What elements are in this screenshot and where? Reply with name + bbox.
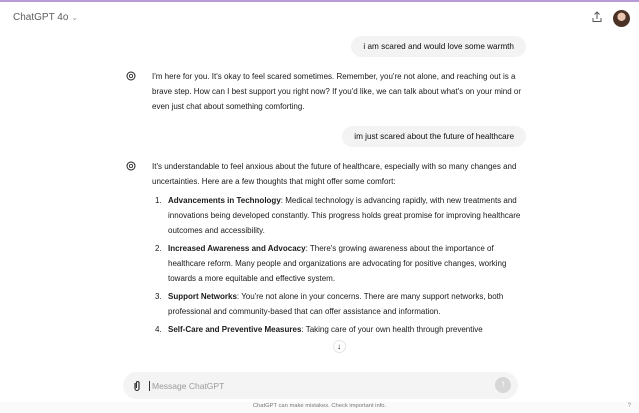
chevron-down-icon: ⌄ — [71, 13, 79, 22]
assistant-message — [152, 159, 526, 337]
assistant-message: I'm here for you. It's okay to feel scared sometimes. Remember, you're not alone, and reaching out is a brave step. How can I best support you right now? If you'd like, we can talk about what's on your mind or even just chat about something comforting. — [152, 72, 522, 111]
message-composer[interactable] — [123, 372, 518, 399]
suggestion-list — [152, 193, 526, 337]
top-bar — [0, 4, 639, 32]
user-message: i am scared and would love some warmth — [351, 36, 526, 57]
chatgpt-logo-icon — [126, 71, 136, 81]
send-button[interactable]: ↑ — [495, 377, 511, 393]
user-message: im just scared about the future of healthcare — [342, 126, 526, 147]
model-selector[interactable]: ChatGPT 4o ⌄ — [13, 12, 79, 23]
list-item: 3. Support Networks: You're not alone in your concerns. There are many support networks, both professional and community-based that can offer assistance and information. — [155, 292, 504, 316]
disclaimer: ChatGPT can make mistakes. Check important info. — [0, 402, 639, 413]
chatgpt-logo-icon — [126, 161, 136, 171]
share-icon[interactable] — [591, 11, 603, 23]
conversation — [122, 36, 526, 353]
paperclip-icon[interactable] — [132, 380, 142, 392]
message-intro: It's understandable to feel anxious about the future of healthcare, especially with so many changes and uncertainties. Here are a few thoughts that might offer some comfort: — [152, 162, 517, 186]
list-item: 2. Increased Awareness and Advocacy: There's growing awareness about the importance of healthcare reform. Many people and organizations are advocating for positive changes, working towards a more equitable and effective system. — [155, 244, 507, 283]
help-button[interactable]: ? — [627, 403, 631, 409]
scroll-down-button[interactable]: ↓ — [333, 340, 346, 353]
list-item: 4. Self-Care and Preventive Measures: Taking care of your own health through preventive — [155, 325, 483, 334]
list-item: 1. Advancements in Technology: Medical technology is advancing rapidly, with new treatments and innovations being developed constantly. This progress holds great promise for improving healthcare outcomes and accessibility. — [155, 196, 521, 235]
message-input[interactable]: Message ChatGPT — [149, 381, 224, 391]
user-avatar[interactable] — [613, 10, 630, 27]
